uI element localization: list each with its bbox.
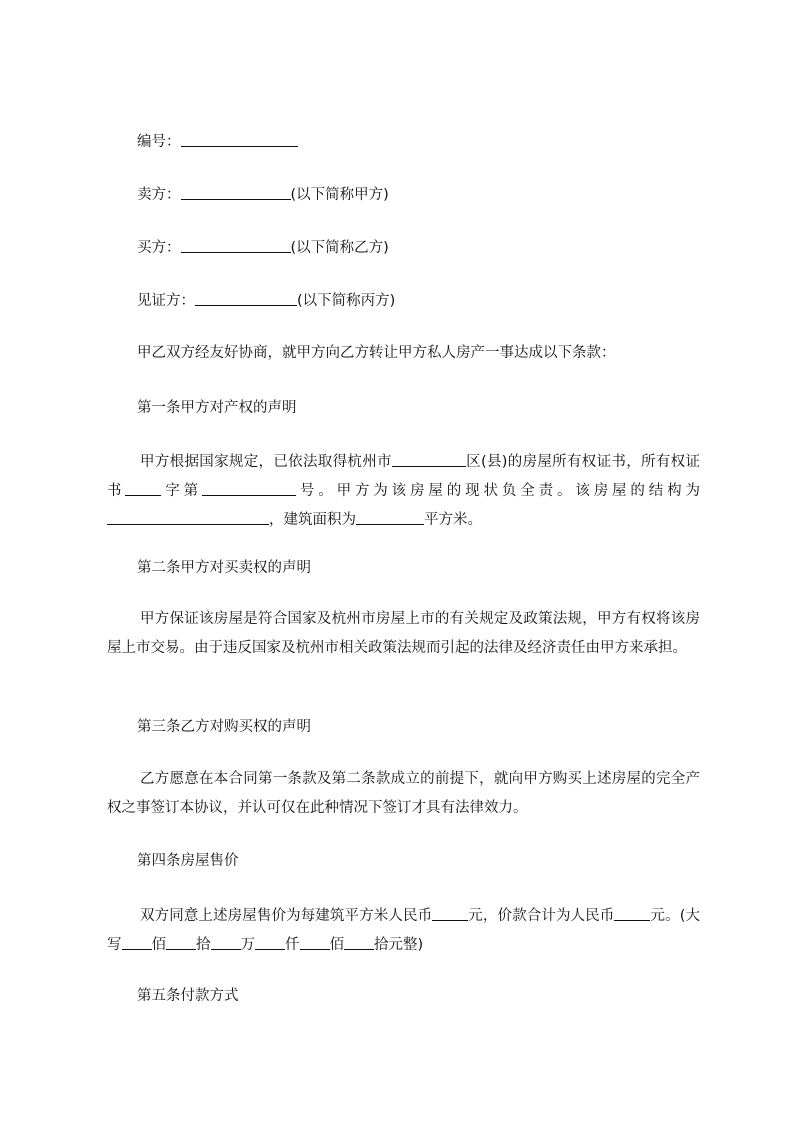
article-2-title: 第二条甲方对买卖权的声明 (137, 560, 311, 576)
buyer-blank (181, 237, 291, 253)
amount-blank-4 (255, 934, 285, 950)
serial-blank (181, 131, 298, 147)
amount-blank-5 (300, 934, 330, 950)
buyer-suffix: (以下简称乙方) (290, 240, 389, 256)
article-2-body: 甲方保证该房屋是符合国家及杭州市房屋上市的有关规定及政策法规，甲方有权将该房屋上市交易。由于违反国家及杭州市相关政策法规而引起的法律及经济责任由甲方来承担。 (107, 611, 700, 656)
amount-blank-6 (344, 934, 374, 950)
amount-blank-3 (211, 934, 241, 950)
article-3-body: 乙方愿意在本合同第一条款及第二条款成立的前提下，就向甲方购买上述房屋的完全产权之事签订本协议，并认可仅在此种情况下签订才具有法律效力。 (107, 771, 700, 816)
serial-label: 编号： (137, 134, 181, 150)
article-3-title: 第三条乙方对购买权的声明 (137, 719, 311, 735)
seller-line (137, 184, 389, 205)
intro-text: 甲乙双方经友好协商，就甲方向乙方转让甲方私人房产一事达成以下条款： (137, 345, 616, 361)
cert-number-blank (202, 480, 296, 496)
cert-prefix-blank (125, 480, 161, 496)
seller-label: 卖方： (137, 187, 181, 203)
area-blank (356, 509, 424, 525)
article-1-title: 第一条甲方对产权的声明 (137, 400, 297, 416)
article-4-title: 第四条房屋售价 (137, 853, 239, 869)
article-5-title: 第五条付款方式 (137, 988, 239, 1004)
unit-price-blank (432, 905, 468, 921)
amount-blank-2 (166, 934, 196, 950)
article-4-body: 双方同意上述房屋售价为每建筑平方米人民币 元，价款合计为人民币 元。(大写 佰 拾 万 仟 佰 拾元整) (107, 902, 700, 960)
witness-blank (195, 290, 297, 306)
witness-line (137, 290, 395, 311)
seller-suffix: (以下简称甲方) (290, 187, 389, 203)
structure-blank (107, 509, 269, 525)
total-price-blank (614, 905, 650, 921)
buyer-label: 买方： (137, 240, 181, 256)
witness-label: 见证方： (137, 293, 195, 309)
district-blank (392, 451, 466, 467)
article-1-body: 甲方根据国家规定，已依法取得杭州市 区(县)的房屋所有权证书，所有权证书 字第 号。甲方为该房屋的现状负全责。该房屋的结构为，建筑面积为 平方米。 (107, 448, 700, 535)
serial-line (137, 131, 298, 152)
buyer-line (137, 237, 389, 258)
amount-blank-1 (122, 934, 152, 950)
witness-suffix: (以下简称丙方) (297, 293, 396, 309)
seller-blank (181, 184, 291, 200)
